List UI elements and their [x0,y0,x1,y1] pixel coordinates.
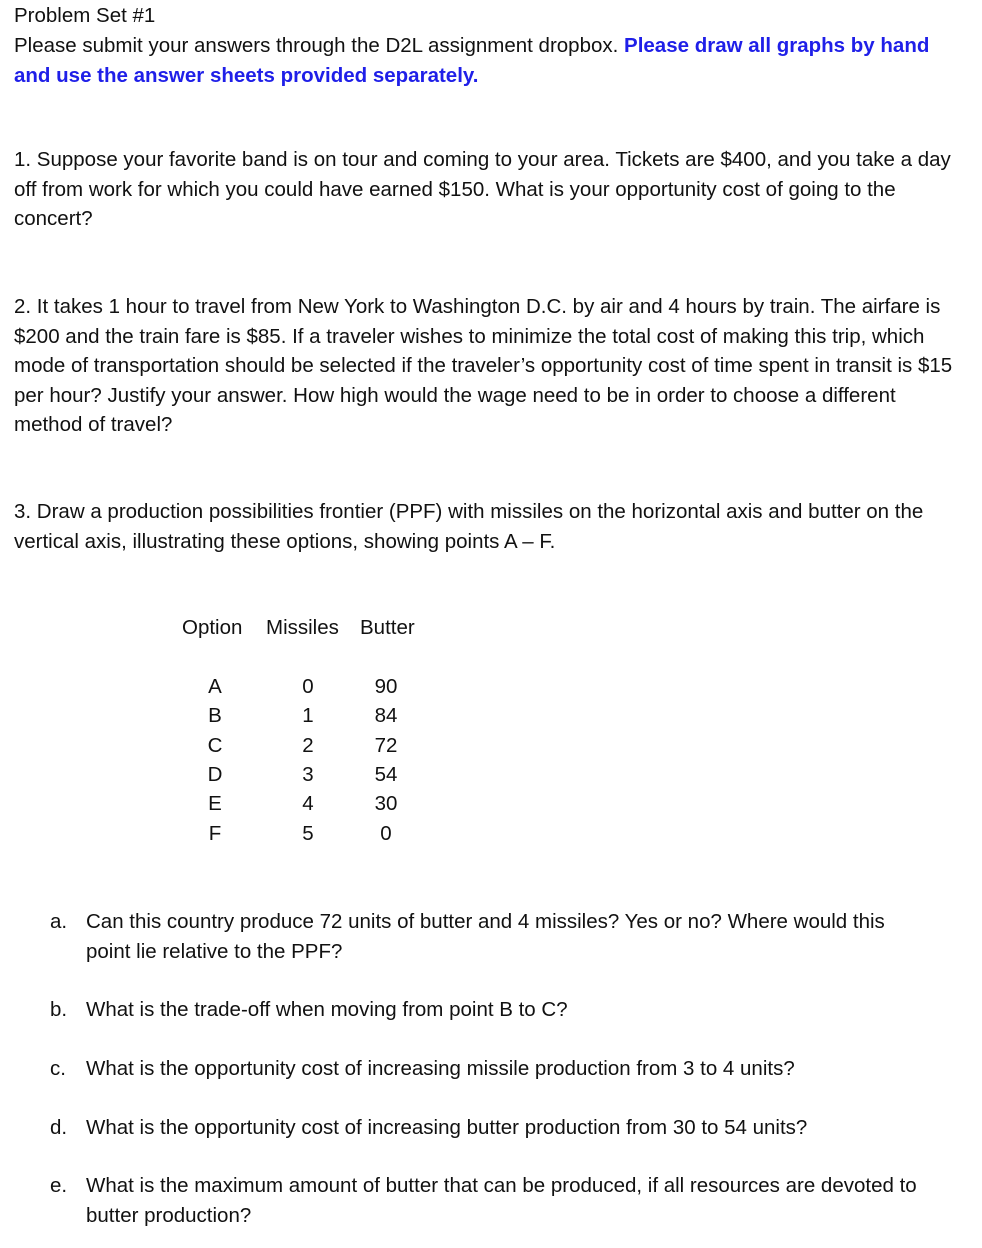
column-header-option: Option [182,616,243,639]
table-cell: 2 [302,733,314,757]
table-cell: 0 [302,675,314,698]
instructions-emphasis: Please draw all graphs by hand and use the answer sheets provided separately. [14,34,930,87]
table-cell: B [208,704,222,728]
sub-question-text: Can this country produce 72 units of butter and 4 missiles? Yes or no? Where would this point lie relative to the PPF? [86,910,885,963]
question-3: 3. Draw a production possibilities frontier (PPF) with missiles on the horizontal axis and butter on the vertical axis, illustrating these options, showing points A – F. [14,500,924,553]
question-2: 2. It takes 1 hour to travel from New York to Washington D.C. by air and 4 hours by train. The airfare is $200 and the train fare is $85. If a traveler wishes to minimize the total cost of making this trip, which mode of transportation should be selected if the traveler’s opportunity cost of time spent in transit is $15 per hour? Justify your answer. How high would the wage need to be in order to choose a different method of travel? [14,295,953,436]
table-cell: 54 [374,762,398,786]
sub-question [50,1054,930,1084]
sub-question-label: d. [50,1116,68,1139]
sub-question-label: b. [50,998,68,1021]
table-cell: E [208,792,222,816]
sub-question [50,1171,930,1230]
table-cell: 30 [374,792,398,816]
table-cell: 90 [374,675,398,698]
sub-question [50,907,930,966]
table-cell: D [207,762,223,786]
sub-question-text: What is the opportunity cost of increasing butter production from 30 to 54 units? [86,1116,808,1139]
table-cell: 3 [302,762,314,786]
instructions [14,31,964,90]
sub-question-text: What is the trade-off when moving from point B to C? [86,998,568,1021]
sub-question-label: c. [50,1057,66,1080]
question-1: 1. Suppose your favorite band is on tour and coming to your area. Tickets are $400, and you take a day off from work for which you could have earned $150. What is your opportunity cost of going to the concert? [14,148,951,230]
instructions-text: Please submit your answers through the D2L assignment dropbox. [14,34,619,57]
table-cell: 0 [380,821,392,845]
table-cell: 72 [374,733,398,757]
sub-question [50,995,930,1025]
table-cell: 4 [302,792,314,816]
sub-question [50,1113,930,1143]
sub-question-label: e. [50,1174,68,1197]
table-cell: F [208,821,222,845]
page-title: Problem Set #1 [14,4,156,27]
table-cell: 5 [302,821,314,845]
table-cell: C [207,733,223,757]
table-cell: 84 [374,704,398,728]
table-cell: 1 [302,704,314,728]
column-header-missiles: Missiles [266,616,339,639]
sub-question-text: What is the maximum amount of butter that can be produced, if all resources are devoted to butter production? [86,1174,917,1227]
table-cell: A [208,675,222,698]
column-header-butter: Butter [360,616,415,639]
sub-question-label: a. [50,910,68,933]
sub-question-text: What is the opportunity cost of increasing missile production from 3 to 4 units? [86,1057,795,1080]
